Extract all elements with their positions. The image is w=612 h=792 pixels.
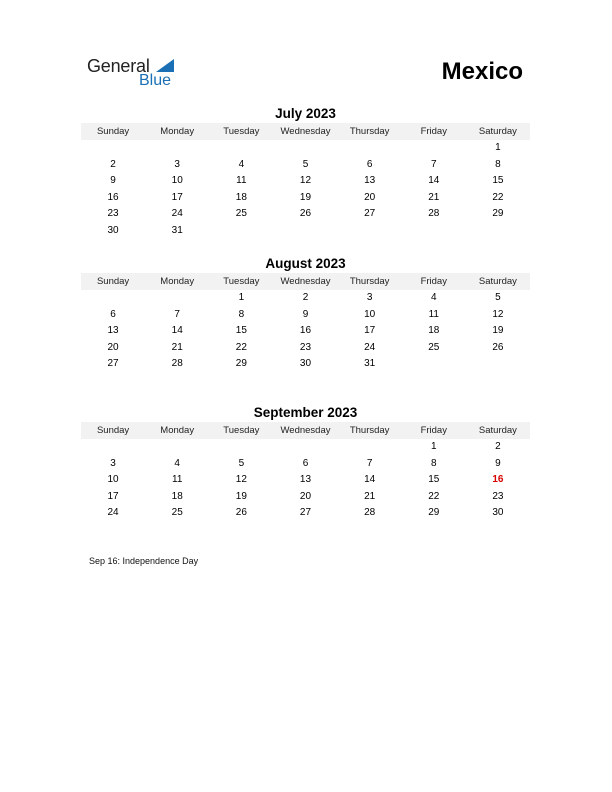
day-cell: 4 (174, 457, 180, 469)
day-cell: 10 (107, 474, 119, 486)
day-cell: 13 (107, 325, 119, 337)
day-cell: 19 (492, 325, 504, 337)
day-cell: 11 (428, 308, 439, 320)
weekday-label: Saturday (478, 126, 517, 137)
day-cell: 14 (171, 325, 183, 337)
day-cell: 23 (107, 208, 119, 220)
empty-day-cell (402, 356, 466, 373)
day-cell: 11 (236, 175, 247, 187)
weekday-label: Thursday (349, 425, 390, 436)
day-cell: 22 (235, 341, 247, 353)
day-cell: 17 (171, 191, 183, 203)
day-cell: 19 (299, 191, 312, 203)
empty-day-cell (81, 290, 145, 307)
day-grid (81, 439, 530, 522)
day-cell: 14 (428, 175, 440, 187)
day-cell: 7 (430, 158, 437, 170)
empty-day-cell (209, 439, 273, 456)
day-cell: 6 (302, 457, 309, 469)
day-cell: 30 (107, 224, 119, 236)
empty-day-cell (338, 140, 402, 157)
weekday-label: Thursday (349, 276, 390, 287)
day-cell: 12 (492, 308, 504, 320)
logo-blue-text: Blue (139, 72, 172, 89)
day-cell: 17 (364, 325, 376, 337)
day-cell: 6 (366, 158, 373, 170)
day-cell: 28 (428, 208, 440, 220)
day-cell: 16 (299, 325, 312, 337)
weekday-label: Sunday (96, 276, 130, 287)
day-cell: 29 (428, 507, 440, 519)
day-cell: 10 (171, 175, 183, 187)
day-cell: 27 (299, 507, 312, 519)
day-cell: 8 (238, 308, 245, 320)
day-cell: 28 (171, 358, 183, 370)
empty-day-cell (402, 223, 466, 240)
day-cell: 27 (364, 208, 376, 220)
month-august (81, 255, 530, 373)
weekday-header (81, 123, 530, 140)
weekday-header (81, 273, 530, 290)
day-cell: 24 (107, 507, 119, 519)
empty-day-cell (273, 223, 337, 240)
empty-day-cell (338, 223, 402, 240)
month-title: July 2023 (275, 106, 336, 121)
day-cell: 30 (492, 507, 504, 519)
day-cell: 8 (430, 457, 437, 469)
empty-day-cell (273, 140, 337, 157)
day-cell: 18 (428, 325, 440, 337)
empty-day-cell (209, 140, 273, 157)
day-cell: 17 (107, 490, 119, 502)
day-cell: 21 (364, 490, 376, 502)
day-cell: 2 (110, 158, 116, 170)
day-cell: 21 (171, 341, 183, 353)
day-cell: 2 (302, 292, 309, 303)
empty-day-cell (338, 439, 402, 456)
day-cell: 25 (171, 507, 183, 519)
day-cell: 5 (495, 292, 501, 303)
day-cell: 1 (430, 441, 437, 452)
weekday-label: Saturday (478, 425, 517, 436)
day-cell: 30 (299, 358, 312, 370)
day-cell: 18 (235, 191, 247, 203)
empty-day-cell (145, 140, 209, 157)
weekday-label: Tuesday (223, 126, 260, 137)
weekday-label: Wednesday (280, 276, 331, 287)
day-cell: 14 (364, 474, 376, 486)
day-cell: 23 (492, 490, 504, 502)
weekday-label: Wednesday (280, 126, 331, 137)
day-grid (81, 140, 530, 240)
empty-day-cell (402, 140, 466, 157)
day-cell: 11 (172, 474, 183, 486)
empty-day-cell (145, 290, 209, 307)
day-cell: 3 (174, 158, 180, 170)
month-title: September 2023 (253, 405, 358, 420)
weekday-label: Friday (420, 276, 447, 287)
day-cell: 26 (235, 507, 247, 519)
day-cell: 24 (171, 208, 183, 220)
day-cell: 13 (299, 474, 312, 486)
day-cell: 29 (492, 208, 504, 220)
day-cell: 3 (110, 457, 116, 469)
day-cell: 25 (428, 341, 440, 353)
day-cell: 22 (428, 490, 440, 502)
day-cell: 26 (299, 208, 312, 220)
day-cell: 8 (495, 158, 501, 170)
logo (87, 56, 187, 92)
day-cell: 2 (495, 441, 501, 452)
day-cell: 19 (235, 490, 247, 502)
day-cell: 10 (364, 308, 376, 320)
empty-day-cell (466, 356, 530, 373)
weekday-label: Monday (160, 425, 195, 436)
day-cell: 4 (238, 158, 245, 170)
day-cell: 1 (238, 292, 245, 303)
empty-day-cell (273, 439, 337, 456)
day-cell: 15 (492, 175, 504, 187)
weekday-label: Tuesday (223, 276, 260, 287)
day-cell: 24 (364, 341, 376, 353)
day-cell: 20 (299, 490, 312, 502)
country-title: Mexico (441, 58, 523, 85)
logo-triangle-icon (156, 59, 174, 72)
weekday-header (81, 422, 530, 439)
weekday-label: Thursday (349, 126, 390, 137)
day-cell: 20 (107, 341, 119, 353)
month-july (81, 105, 530, 240)
empty-day-cell (466, 223, 530, 240)
day-cell: 31 (171, 224, 183, 236)
weekday-label: Sunday (96, 126, 130, 137)
day-cell: 5 (302, 158, 309, 170)
weekday-label: Monday (160, 276, 195, 287)
day-cell: 31 (364, 358, 376, 370)
empty-day-cell (81, 439, 145, 456)
logo-general-text: General (87, 56, 150, 76)
day-cell: 13 (364, 175, 376, 187)
day-cell: 26 (492, 341, 504, 353)
day-cell: 15 (428, 474, 440, 486)
weekday-label: Monday (160, 126, 195, 137)
weekday-label: Friday (420, 126, 447, 137)
day-cell: 12 (299, 175, 312, 187)
day-cell: 4 (430, 292, 437, 303)
empty-day-cell (81, 140, 145, 157)
day-cell: 7 (174, 308, 180, 320)
empty-day-cell (145, 439, 209, 456)
day-grid (81, 290, 530, 373)
holiday-note: Sep 16: Independence Day (89, 556, 199, 566)
holiday-day-cell: 16 (492, 474, 504, 486)
day-cell: 9 (110, 175, 116, 187)
day-cell: 21 (428, 191, 440, 203)
day-cell: 7 (366, 457, 373, 469)
day-cell: 28 (364, 507, 376, 519)
day-cell: 9 (495, 457, 501, 469)
day-cell: 1 (495, 142, 501, 153)
day-cell: 27 (107, 358, 119, 370)
day-cell: 5 (238, 457, 245, 469)
weekday-label: Friday (420, 425, 447, 436)
day-cell: 16 (107, 191, 119, 203)
day-cell: 22 (492, 191, 504, 203)
month-september (81, 404, 530, 522)
day-cell: 3 (366, 292, 373, 303)
day-cell: 23 (299, 341, 312, 353)
day-cell: 20 (364, 191, 376, 203)
month-title: August 2023 (265, 256, 346, 271)
day-cell: 25 (235, 208, 247, 220)
day-cell: 18 (171, 490, 183, 502)
day-cell: 6 (110, 308, 116, 320)
weekday-label: Tuesday (223, 425, 260, 436)
day-cell: 29 (235, 358, 247, 370)
weekday-label: Wednesday (280, 425, 331, 436)
weekday-label: Sunday (96, 425, 130, 436)
weekday-label: Saturday (478, 276, 517, 287)
empty-day-cell (209, 223, 273, 240)
day-cell: 15 (235, 325, 247, 337)
day-cell: 9 (302, 308, 309, 320)
day-cell: 12 (235, 474, 247, 486)
